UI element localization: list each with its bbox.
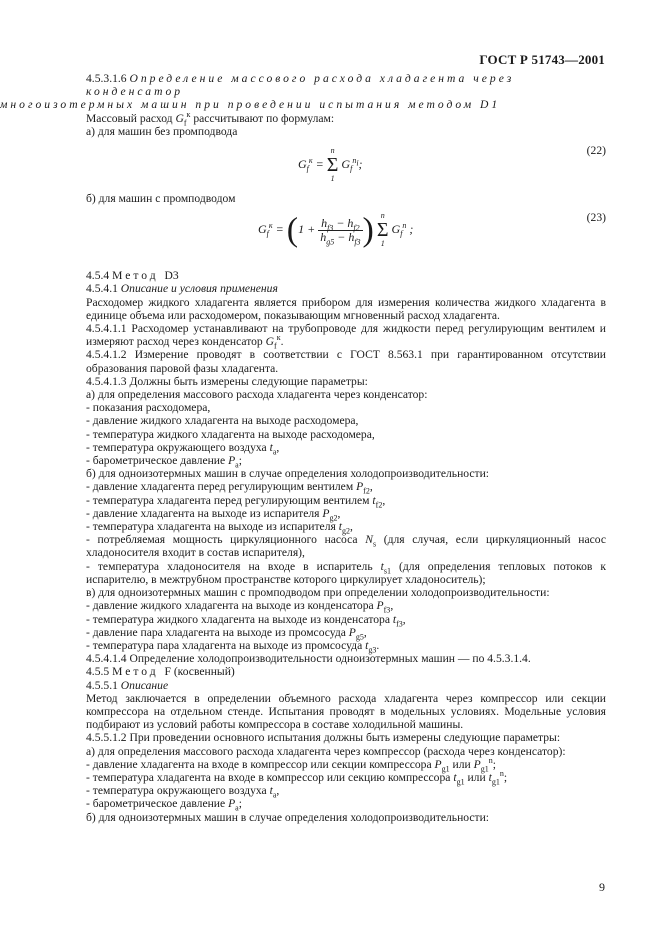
section-heading-f: 4.5.5 Метод F (косвенный) xyxy=(86,665,235,679)
page-body xyxy=(0,72,607,824)
list-item: - давление жидкого хладагента на выходе расходомера, xyxy=(86,414,359,428)
item-a: а) для машин без промподвода xyxy=(86,124,238,138)
list-head: б) для одноизотермных машин в случае определения холодопроизводительности: xyxy=(86,810,490,824)
list-item: - температура окружающего воздуха $t_a$, xyxy=(86,440,280,457)
list-item: - температура хладоносителя на входе в испаритель $t_{s1}$ (для определения тепловых потоков к испарителю, в межтрубном пространстве которого циркулирует хладоноситель); xyxy=(86,559,607,586)
item-b: б) для машин с промподводом xyxy=(86,192,236,206)
paragraph: 4.5.4.1.2 Измерение проводят в соответствии с ГОСТ 8.563.1 при гарантированном отсутствии образования паровой фазы хладагента. xyxy=(86,348,606,375)
subsection-title: 4.5.5.1 Описание xyxy=(86,678,169,692)
list-item: - температура хладагента на выходе из испарителя $t_{g2}$, xyxy=(86,520,353,536)
list-head: а) для определения массового расхода хладагента через конденсатор: xyxy=(86,388,428,402)
list-item: - давление жидкого хладагента на выходе из конденсатора $P_{f3}$, xyxy=(86,599,394,615)
equation-number: (22) xyxy=(586,144,606,158)
page-number: 9 xyxy=(599,880,605,894)
list-item: - температура пара хладагента на выходе из промсосуда $t_{g3}$. xyxy=(86,638,380,655)
paragraph: 4.5.4.1.1 Расходомер устанавливают на трубопроводе для жидкости перед регулирующим вентилем и измеряют расход через конденсатор $G_f^к$. xyxy=(86,322,606,351)
list-item: - давление пара хладагента на выходе из промсосуда $P_{g5}$, xyxy=(86,625,367,642)
list-item: - давление хладагента на выходе из испарителя $P_{g2}$, xyxy=(86,506,341,523)
paragraph: 4.5.5.1.2 При проведении основного испытания должны быть измерены следующие параметры: xyxy=(86,731,561,745)
list-item: - температура жидкого хладагента на выходе расходомера, xyxy=(86,427,375,441)
list-head: а) для определения массового расхода хладагента через компрессор (расхода через конденсатор): xyxy=(86,744,566,758)
list-item: - температура жидкого хладагента на выходе из конденсатора $t_{f3}$, xyxy=(86,612,406,628)
equation-23: $G_f^к = (1$ + $\frac{h_{f3} - h_{f2}}{h_{g5} - h_{f3}}$ ) n Σ 1 $G_f^n$ ; (23) xyxy=(258,211,606,249)
paragraph: Метод заключается в определении объемного расхода хладагента через компрессор или секции компрессора на отдельном стенде. Испытания проводят в модельных условиях. Модельные условия подбирают из условий работы компрессора в составе холодильной машины. xyxy=(86,691,606,732)
document-header: ГОСТ Р 51743—2001 xyxy=(479,52,605,67)
list-item: - показания расходомера, xyxy=(86,401,211,415)
list-item: - барометрическое давление $P_a$; xyxy=(86,454,242,470)
subsection-title: 4.5.4.1 Описание и условия применения xyxy=(86,282,278,296)
paragraph: Расходомер жидкого хладагента является прибором для измерения количества жидкого хладагента в единице объема или расходомером, показывающим мгновенный расход хладагента. xyxy=(86,295,606,322)
equation-22: $G_f^к$ = n Σ 1 $G_f^{n_i}$; (22) xyxy=(298,144,606,184)
list-item: - давление хладагента перед регулирующим вентилем $P_{f2}$, xyxy=(86,480,373,496)
list-item: - потребляемая мощность циркуляционного насоса $N_s$ (для случая, если циркуляционный насос хладоносителя входит в состав испарителя), xyxy=(86,533,606,560)
section-title: 4.5.3.1.6 Определение массового расхода хладагента через конденсатор многоизотермных машин при проведении испытания методом D1 xyxy=(0,72,515,112)
list-item: - температура хладагента перед регулирующим вентилем $t_{f2}$, xyxy=(86,493,386,509)
paragraph: 4.5.4.1.3 Должны быть измерены следующие параметры: xyxy=(86,374,368,388)
equation-number: (23) xyxy=(586,211,606,225)
list-item: - давление хладагента на входе в компрессор или секции компрессора $P_{g1}$ или $P_{g1}^n$; xyxy=(86,755,496,774)
list-item: - барометрическое давление $P_a$; xyxy=(86,797,242,813)
section-heading-d3: 4.5.4 Метод D3 xyxy=(86,269,179,283)
list-item: - температура окружающего воздуха $t_a$, xyxy=(86,784,280,800)
paragraph: 4.5.4.1.4 Определение холодопроизводительности одноизотермных машин — по 4.5.3.1.4. xyxy=(86,652,531,666)
list-item: - температура хладагента на входе в компрессор или секцию компрессора $t_{g1}$ или $t_{g1}^n$; xyxy=(86,769,508,787)
list-head: в) для одноизотермных машин с промподводом при определении холодопроизводительности: xyxy=(86,586,550,600)
mass-flow-line: Массовый расход $G_f^к$ рассчитывают по формулам: xyxy=(86,109,335,127)
list-head: б) для одноизотермных машин в случае определения холодопроизводительности: xyxy=(86,467,490,481)
